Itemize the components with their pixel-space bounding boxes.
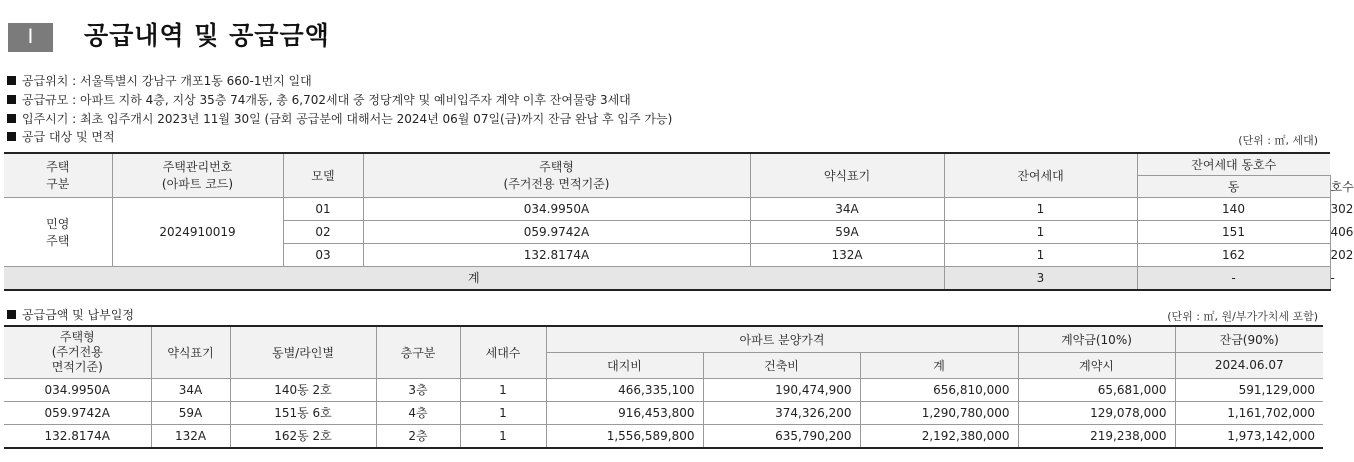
- total-remaining: 3: [944, 266, 1137, 290]
- sum-cell: 656,810,000: [860, 378, 1018, 401]
- bullet-square-icon: [7, 95, 16, 104]
- building-cell: 635,790,200: [703, 424, 860, 448]
- header-house-type: 주택형 (주거전용 면적기준): [363, 153, 750, 197]
- model-cell: 02: [283, 220, 363, 243]
- label-cell: 34A: [750, 197, 944, 220]
- table-row: [4, 401, 1323, 424]
- header-balance: 잔금(90%): [1175, 326, 1323, 352]
- land-cell: 916,453,800: [546, 401, 703, 424]
- header-short-label: 약식표기: [151, 326, 230, 378]
- dong-cell: 162: [1137, 243, 1330, 266]
- balance-cell: 591,129,000: [1175, 378, 1323, 401]
- header-short-label: 약식표기: [750, 153, 944, 197]
- building-cell: 190,474,900: [703, 378, 860, 401]
- supply-target-table: 주택 구분 주택관리번호 (아파트 코드) 모델 주택형 (주거전용 면적기준) 약식표기 잔여세대 잔여세대 동호수 동 호수 민영 주택 2024910019 01 034.9950A 34A 1 140 302 02 059.9742A 59A 1 151 406 03 132.8174A 132A 1 162 202 계 3 - -: [4, 152, 1330, 291]
- section-number-badge: Ⅰ: [8, 23, 53, 52]
- floor-cell: 4층: [376, 401, 460, 424]
- bullet-square-icon: [7, 114, 16, 123]
- header-contract-when: 계약시: [1018, 352, 1175, 378]
- header-housing-type: 주택 구분: [4, 153, 112, 197]
- total-dong: -: [1137, 266, 1330, 290]
- bullet-square-icon: [7, 132, 16, 141]
- header-contract: 계약금(10%): [1018, 326, 1175, 352]
- label-cell: 34A: [151, 378, 230, 401]
- info-price-schedule: 공급금액 및 납부일정: [7, 307, 134, 324]
- table2-unit: (단위 : ㎡, 원/부가가치세 포함): [1167, 310, 1318, 323]
- total-label: 계: [4, 266, 944, 290]
- info-scale: 공급규모 : 아파트 지하 4층, 지상 35층 74개동, 총 6,702세대 중 정당계약 및 예비입주자 계약 이후 잔여물량 3세대: [7, 92, 631, 109]
- sum-cell: 2,192,380,000: [860, 424, 1018, 448]
- contract-cell: 129,078,000: [1018, 401, 1175, 424]
- price-table: [4, 325, 1323, 449]
- floor-cell: 3층: [376, 378, 460, 401]
- label-cell: 59A: [750, 220, 944, 243]
- units-cell: 1: [460, 424, 546, 448]
- mgmt-code-cell: 2024910019: [112, 197, 283, 266]
- header-building: 건축비: [703, 352, 860, 378]
- remaining-cell: 1: [944, 243, 1137, 266]
- balance-cell: 1,973,142,000: [1175, 424, 1323, 448]
- type-cell: 132.8174A: [4, 424, 151, 448]
- floor-cell: 2층: [376, 424, 460, 448]
- land-cell: 466,335,100: [546, 378, 703, 401]
- header-dong-line: 동별/라인별: [230, 326, 376, 378]
- units-cell: 1: [460, 401, 546, 424]
- dong-cell: 140동 2호: [230, 378, 376, 401]
- bullet-square-icon: [7, 310, 16, 319]
- dong-cell: 151동 6호: [230, 401, 376, 424]
- remaining-cell: 1: [944, 220, 1137, 243]
- info-location: 공급위치 : 서울특별시 강남구 개포1동 660-1번지 일대: [7, 73, 312, 90]
- sum-cell: 1,290,780,000: [860, 401, 1018, 424]
- label-cell: 132A: [151, 424, 230, 448]
- bullet-square-icon: [7, 76, 16, 85]
- table-row: 02 059.9742A 59A 1 151 406: [4, 220, 1330, 243]
- header-floor: 층구분: [376, 326, 460, 378]
- label-cell: 132A: [750, 243, 944, 266]
- model-cell: 01: [283, 197, 363, 220]
- dong-cell: 151: [1137, 220, 1330, 243]
- remaining-cell: 1: [944, 197, 1137, 220]
- header-remaining-detail: 잔여세대 동호수: [1137, 153, 1330, 175]
- land-cell: 1,556,589,800: [546, 424, 703, 448]
- header-sum: 계: [860, 352, 1018, 378]
- header-balance-date: 2024.06.07: [1175, 352, 1323, 378]
- table-row: [4, 378, 1323, 401]
- header-mgmt-no: 주택관리번호 (아파트 코드): [112, 153, 283, 197]
- table1-unit: (단위 : ㎡, 세대): [1238, 134, 1318, 147]
- type-cell: 132.8174A: [363, 243, 750, 266]
- balance-cell: 1,161,702,000: [1175, 401, 1323, 424]
- section-title: 공급내역 및 공급금액: [84, 21, 330, 50]
- type-cell: 059.9742A: [4, 401, 151, 424]
- header-model: 모델: [283, 153, 363, 197]
- info-supply-target: 공급 대상 및 면적: [7, 129, 115, 146]
- total-row: 계 3 - -: [4, 266, 1330, 290]
- model-cell: 03: [283, 243, 363, 266]
- info-move-in: 입주시기 : 최초 입주개시 2023년 11월 30일 (금회 공급분에 대해서는 2024년 06월 07일(금)까지 잔금 완납 후 입주 가능): [7, 111, 672, 128]
- header-dong: 동: [1137, 175, 1330, 197]
- table-row: 03 132.8174A 132A 1 162 202: [4, 243, 1330, 266]
- building-cell: 374,326,200: [703, 401, 860, 424]
- table-row: [4, 424, 1323, 448]
- dong-cell: 162동 2호: [230, 424, 376, 448]
- header-land: 대지비: [546, 352, 703, 378]
- header-units: 세대수: [460, 326, 546, 378]
- units-cell: 1: [460, 378, 546, 401]
- table-row: 민영 주택 2024910019 01 034.9950A 34A 1 140 302: [4, 197, 1330, 220]
- dong-cell: 140: [1137, 197, 1330, 220]
- type-cell: 059.9742A: [363, 220, 750, 243]
- header-price: 아파트 분양가격: [546, 326, 1018, 352]
- label-cell: 59A: [151, 401, 230, 424]
- type-cell: 034.9950A: [4, 378, 151, 401]
- type-cell: 034.9950A: [363, 197, 750, 220]
- category-cell: 민영 주택: [4, 197, 112, 266]
- contract-cell: 219,238,000: [1018, 424, 1175, 448]
- contract-cell: 65,681,000: [1018, 378, 1175, 401]
- header-remaining: 잔여세대: [944, 153, 1137, 197]
- header-house-type: 주택형 (주거전용 면적기준): [4, 326, 151, 378]
